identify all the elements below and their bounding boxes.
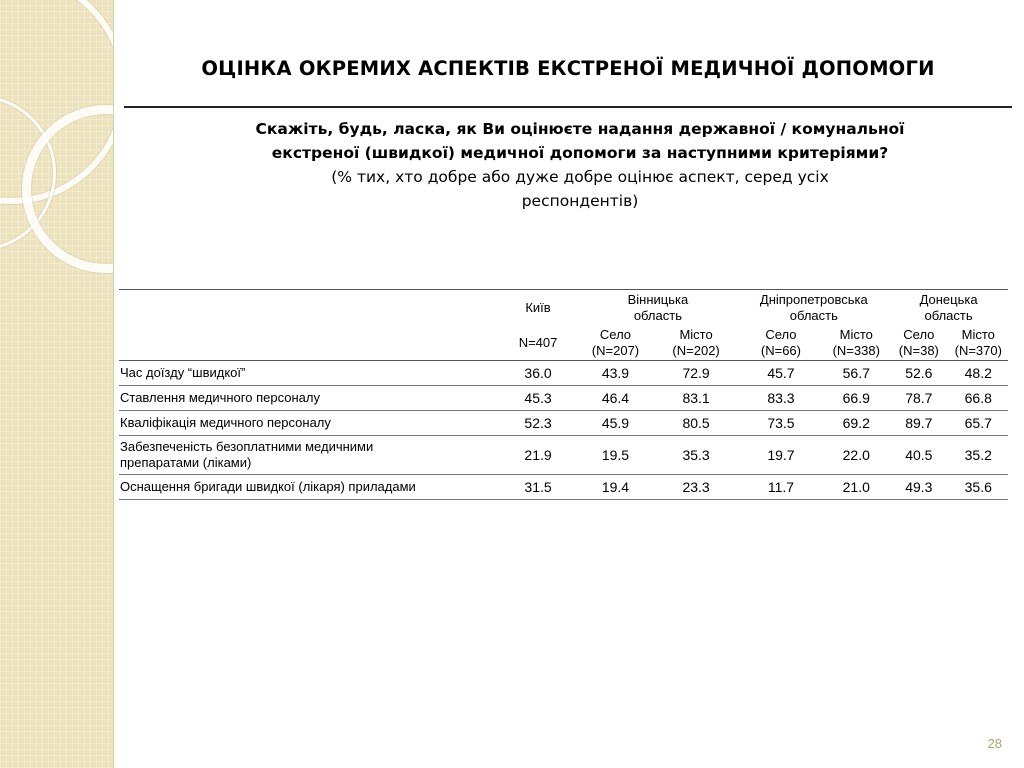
subheader-d-misto (823, 326, 889, 361)
value-cell: 73.5 (739, 411, 824, 436)
header-empty-cell (119, 290, 499, 327)
question-line: екстреної (швидкої) медичної допомоги за наступними критеріями? (271, 144, 889, 162)
value-cell: 89.7 (889, 411, 948, 436)
table-row (119, 411, 1008, 436)
value-cell: 78.7 (889, 386, 948, 411)
subheader-dn-misto (949, 326, 1008, 361)
value-cell: 65.7 (949, 411, 1008, 436)
header-line: Вінницька (627, 292, 689, 307)
value-cell: 35.3 (654, 436, 739, 475)
value-cell: 52.3 (499, 411, 578, 436)
value-cell: 49.3 (889, 475, 948, 500)
row-label: Кваліфікація медичного персоналу (119, 411, 499, 436)
subheader-line: (N=38) (898, 343, 939, 358)
value-cell: 52.6 (889, 361, 948, 386)
subheader-d-selo (739, 326, 824, 361)
note-line: респондентів) (521, 192, 639, 210)
row-label: Ставлення медичного персоналу (119, 386, 499, 411)
subheader-line: (N=207) (591, 343, 640, 358)
value-cell: 23.3 (654, 475, 739, 500)
subheader-empty-cell (119, 326, 499, 361)
value-cell: 35.2 (949, 436, 1008, 475)
value-cell: 22.0 (823, 436, 889, 475)
header-donetsk (889, 290, 1008, 327)
subheader-dn-selo (889, 326, 948, 361)
header-vinnytsia (577, 290, 738, 327)
decorative-side-panel (0, 0, 114, 768)
note-line: (% тих, хто добре або дуже добре оцінює аспект, серед усіх (331, 168, 829, 186)
subheader-line: Село (765, 327, 797, 342)
row-label: Оснащення бригади швидкої (лікаря) приладами (119, 475, 499, 500)
value-cell: 11.7 (739, 475, 824, 500)
subheader-line: (N=338) (832, 343, 880, 358)
table-row (119, 436, 1008, 475)
value-cell: 19.4 (577, 475, 653, 500)
title-divider (124, 106, 1012, 108)
subheader-line: Місто (839, 327, 873, 342)
header-line: область (924, 308, 973, 323)
value-cell: 36.0 (499, 361, 578, 386)
subheader-line: (N=202) (672, 343, 720, 358)
value-cell: 45.3 (499, 386, 578, 411)
value-cell: 46.4 (577, 386, 653, 411)
header-line: область (789, 308, 838, 323)
table-subheader-row (119, 326, 1008, 361)
value-cell: 19.7 (739, 436, 824, 475)
header-line: область (633, 308, 682, 323)
subheader-v-selo (577, 326, 653, 361)
table-row (119, 361, 1008, 386)
header-dnipro (739, 290, 890, 327)
value-cell: 83.3 (739, 386, 824, 411)
row-label: Час доїзду “швидкої” (119, 361, 499, 386)
subheader-line: Місто (961, 327, 995, 342)
results-table (119, 289, 1008, 500)
value-cell: 31.5 (499, 475, 578, 500)
value-cell: 45.7 (739, 361, 824, 386)
value-cell: 56.7 (823, 361, 889, 386)
row-label (119, 436, 499, 475)
slide-title: ОЦІНКА ОКРЕМИХ АСПЕКТІВ ЕКСТРЕНОЇ МЕДИЧНОЇ ДОПОМОГИ (201, 57, 935, 80)
value-cell: 19.5 (577, 436, 653, 475)
subheader-kyiv-n: N=407 (499, 326, 578, 361)
value-cell: 21.0 (823, 475, 889, 500)
row-label-line: Забезпеченість безоплатними медичними (120, 439, 374, 454)
question-block (180, 117, 980, 213)
header-line: Дніпропетровська (759, 292, 868, 307)
subheader-line: Село (599, 327, 632, 342)
value-cell: 48.2 (949, 361, 1008, 386)
header-line: Донецька (919, 292, 978, 307)
value-cell: 72.9 (654, 361, 739, 386)
subheader-line: (N=66) (760, 343, 801, 358)
value-cell: 43.9 (577, 361, 653, 386)
value-cell: 45.9 (577, 411, 653, 436)
value-cell: 35.6 (949, 475, 1008, 500)
value-cell: 66.8 (949, 386, 1008, 411)
question-line: Скажіть, будь, ласка, як Ви оцінюєте надання державної / комунальної (255, 120, 905, 138)
subheader-line: Село (903, 327, 935, 342)
value-cell: 66.9 (823, 386, 889, 411)
value-cell: 80.5 (654, 411, 739, 436)
subheader-v-misto (654, 326, 739, 361)
value-cell: 69.2 (823, 411, 889, 436)
table-header-row (119, 290, 1008, 327)
table-row (119, 475, 1008, 500)
table-row (119, 386, 1008, 411)
value-cell: 21.9 (499, 436, 578, 475)
value-cell: 40.5 (889, 436, 948, 475)
subheader-line: (N=370) (954, 343, 1002, 358)
header-kyiv: Київ (499, 290, 578, 327)
row-label-line: препаратами (ліками) (120, 455, 252, 470)
page-number: 28 (987, 736, 1002, 751)
subheader-line: Місто (679, 327, 713, 342)
value-cell: 83.1 (654, 386, 739, 411)
